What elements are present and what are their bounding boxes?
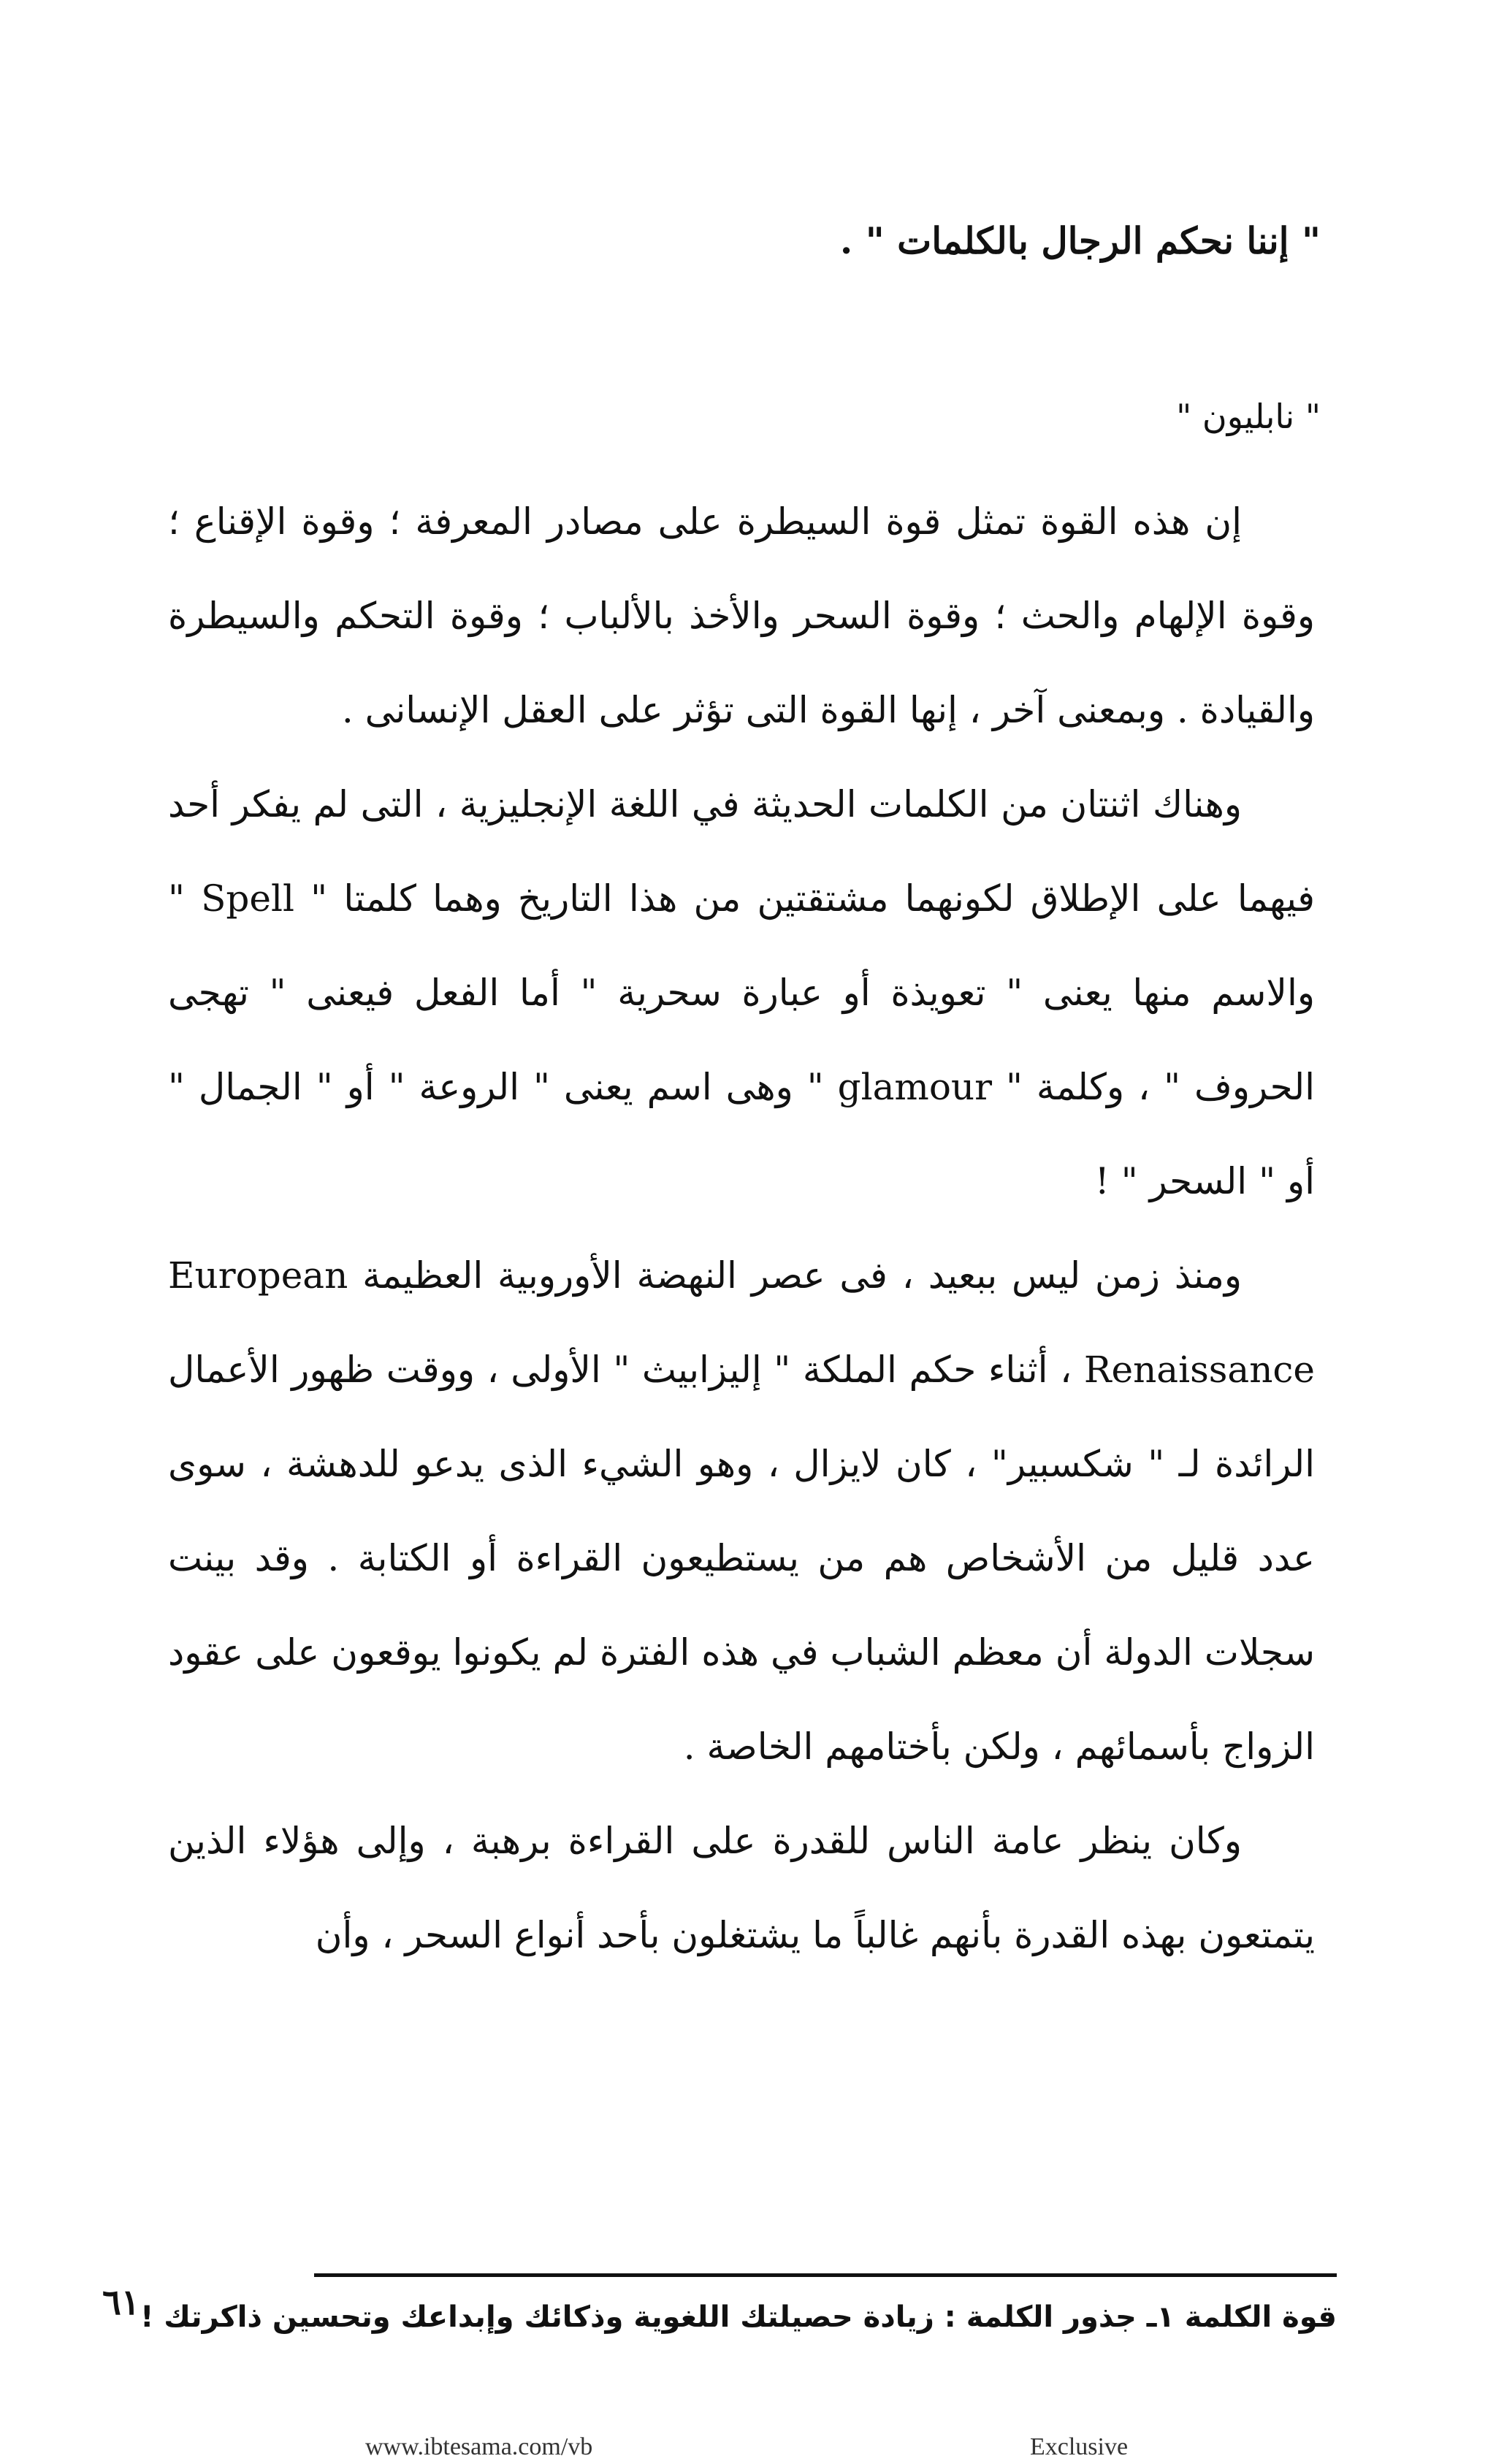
- paragraph: ومنذ زمن ليس ببعيد ، فى عصر النهضة الأوروبية العظيمة European Renaissance ، أثناء حكم الملكة " إليزابيث " الأولى ، ووقت ظهور الأعمال الرائدة لـ " شكسبير" ، كان لايزال ، وهو الشيء الذى يدعو للدهشة ، سوى عدد قليل من الأشخاص هم من يستطيعون القراءة أو الكتابة . وقد بينت سجلات الدولة أن معظم الشباب في هذه الفترة لم يكونوا يوقعون على عقود الزواج بأسمائهم ، ولكن بأختامهم الخاصة .: [168, 1254, 1315, 1768]
- epigraph-quote: " إننا نحكم الرجال بالكلمات " .: [839, 219, 1321, 262]
- watermark-url: www.ibtesama.com/vb: [365, 2433, 593, 2460]
- epigraph-author: " نابليون ": [1176, 397, 1321, 436]
- page-number: ٦١: [102, 2282, 140, 2323]
- paragraph: وهناك اثنتان من الكلمات الحديثة في اللغة الإنجليزية ، التى لم يفكر أحد فيهما على الإطلاق لكونهما مشتقتين من هذا التاريخ وهما كلمتا " Spell " والاسم منها يعنى " تعويذة أو عبارة سحرية " أما الفعل فيعنى " تهجى الحروف " ، وكلمة " glamour " وهى اسم يعنى " الروعة " أو " الجمال " أو " السحر " !: [168, 783, 1315, 1202]
- running-footer-title: قوة الكلمة ١ـ جذور الكلمة : زيادة حصيلتك اللغوية وذكائك وإبداعك وتحسين ذاكرتك !: [140, 2300, 1337, 2334]
- watermark-label: Exclusive: [1030, 2433, 1129, 2460]
- footer-divider: [314, 2273, 1337, 2277]
- paragraph: وكان ينظر عامة الناس للقدرة على القراءة برهبة ، وإلى هؤلاء الذين يتمتعون بهذه القدرة بأنهم غالباً ما يشتغلون بأحد أنواع السحر ، وأن: [168, 1820, 1315, 1956]
- paragraph: إن هذه القوة تمثل قوة السيطرة على مصادر المعرفة ؛ وقوة الإقناع ؛ وقوة الإلهام والحث ؛ وقوة السحر والأخذ بالألباب ؛ وقوة التحكم والسيطرة والقيادة . وبمعنى آخر ، إنها القوة التى تؤثر على العقل الإنسانى .: [168, 500, 1316, 731]
- body-text: [168, 475, 1315, 1983]
